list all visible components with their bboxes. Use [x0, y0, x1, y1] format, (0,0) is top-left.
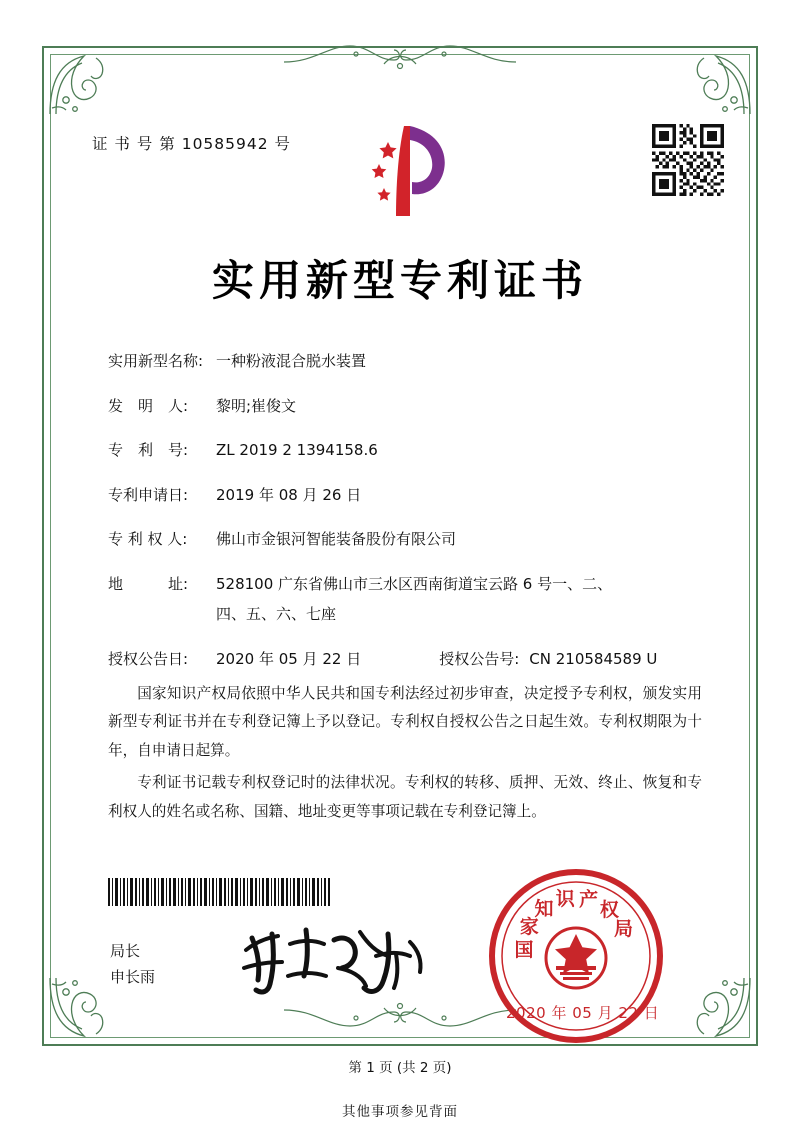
field-row-inventor — [108, 395, 708, 418]
field-label: 专 利 权 人: — [108, 530, 188, 548]
barcode — [108, 878, 330, 906]
director-role-label: 局长 — [110, 942, 141, 960]
field-value: 2019 年 08 月 26 日 — [216, 485, 362, 504]
field-label: 发 明 人: — [108, 396, 189, 415]
page-number: 第 1 页 (共 2 页) — [348, 1060, 452, 1076]
field-value-address-line2: 四、五、六、七座 — [216, 605, 337, 623]
field-value: ZL 2019 2 1394158.6 — [216, 441, 378, 459]
field-label: 地 址: — [108, 574, 189, 593]
svg-text:权: 权 — [599, 899, 619, 922]
legal-text — [108, 680, 702, 830]
top-ornament-icon — [284, 40, 516, 70]
director-name-label: 申长雨 — [110, 968, 156, 987]
field-label: 实用新型名称: — [108, 352, 204, 370]
svg-text:知: 知 — [534, 898, 554, 921]
footer-note: 其他事项参见背面 — [342, 1104, 458, 1120]
corner-ornament-icon — [684, 972, 756, 1044]
field-list — [108, 350, 708, 692]
field-label: 专 利 号: — [108, 441, 189, 459]
field-row-grant-announcement — [108, 648, 708, 671]
bottom-ornament-icon — [284, 1002, 516, 1032]
page-title: 实用新型专利证书 — [211, 256, 588, 305]
svg-text:家: 家 — [519, 916, 539, 939]
svg-text:产: 产 — [579, 888, 599, 911]
grant-date-value: 2020 年 05 月 22 日 — [216, 649, 362, 668]
qr-code — [652, 124, 724, 196]
field-value: 黎明;崔俊文 — [216, 396, 297, 415]
field-row-utility-model-name — [108, 350, 708, 373]
field-row-address — [108, 573, 708, 596]
corner-ornament-icon — [44, 972, 116, 1044]
field-row-patent-number — [108, 439, 708, 462]
grant-date-label: 授权公告日: — [108, 649, 189, 668]
handwritten-signature — [238, 922, 428, 1002]
field-label: 专利申请日: — [108, 485, 189, 504]
svg-text:国: 国 — [514, 939, 534, 961]
field-value: 528100 广东省佛山市三水区西南街道宝云路 6 号一、二、 — [216, 574, 613, 593]
signature-block — [110, 938, 155, 991]
paragraph-1: 国家知识产权局依照中华人民共和国专利法经过初步审查，决定授予专利权，颁发实用新型专利证书并在专利登记簿上予以登记。专利权自授权公告之日起生效。专利权期限为十年，自申请日起算。 — [108, 685, 702, 759]
svg-text:局: 局 — [613, 917, 634, 940]
field-value: 一种粉液混合脱水装置 — [216, 352, 367, 370]
corner-ornament-icon — [44, 48, 116, 120]
svg-text:识: 识 — [555, 888, 575, 911]
field-row-patentee — [108, 528, 708, 551]
seal-date: 2020 年 05 月 22 日 — [506, 1004, 660, 1022]
field-row-application-date — [108, 484, 708, 507]
certificate-number: 证 书 号 第 10585942 号 — [92, 135, 292, 153]
paragraph-2: 专利证书记载专利权登记时的法律状况。专利权的转移、质押、无效、终止、恢复和专利权人的姓名或名称、国籍、地址变更等事项记载在专利登记簿上。 — [108, 774, 702, 820]
cnipa-emblem-icon — [352, 118, 462, 228]
field-value: 佛山市金银河智能装备股份有限公司 — [216, 530, 457, 548]
grant-number-label: 授权公告号: — [439, 649, 520, 668]
grant-number-value: CN 210584589 U — [529, 649, 658, 668]
corner-ornament-icon — [684, 48, 756, 120]
